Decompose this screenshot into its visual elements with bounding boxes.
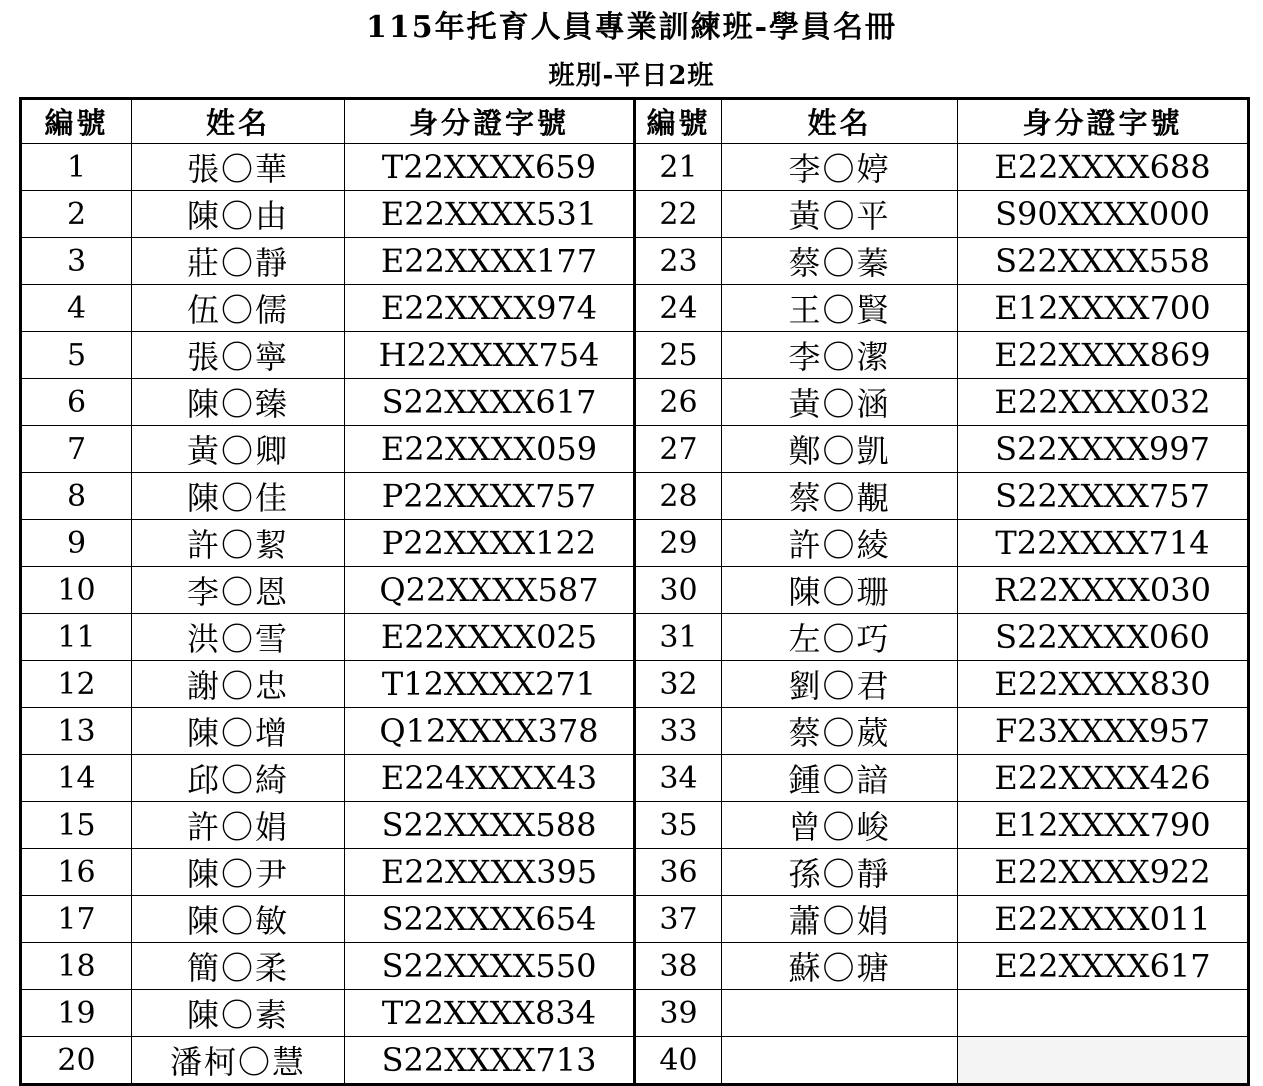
student-name: 曾〇峻 (722, 802, 958, 849)
student-id-number: S22XXXX617 (345, 379, 635, 426)
student-id-number: E22XXXX025 (345, 614, 635, 661)
student-id-number: Q12XXXX378 (345, 708, 635, 755)
student-name: 邱〇綺 (132, 755, 345, 802)
student-name: 蔡〇蓁 (722, 238, 958, 285)
student-id-number-empty (958, 990, 1249, 1037)
student-number: 16 (21, 849, 132, 896)
student-number: 40 (635, 1037, 722, 1085)
table-row (21, 473, 1249, 520)
table-row (21, 755, 1249, 802)
student-name-empty (722, 990, 958, 1037)
student-id-number: T22XXXX834 (345, 990, 635, 1037)
student-number: 25 (635, 332, 722, 379)
student-number: 14 (21, 755, 132, 802)
student-number: 26 (635, 379, 722, 426)
student-number: 19 (21, 990, 132, 1037)
table-row (21, 1037, 1249, 1085)
student-number: 29 (635, 520, 722, 567)
document-title: 115年托育人員專業訓練班-學員名冊 (365, 10, 898, 45)
student-id-number: E22XXXX617 (958, 943, 1249, 990)
student-number: 34 (635, 755, 722, 802)
table-row (21, 285, 1249, 332)
student-id-number: S22XXXX757 (958, 473, 1249, 520)
student-name: 李〇恩 (132, 567, 345, 614)
student-id-number: E12XXXX790 (958, 802, 1249, 849)
header-id-left: 身分證字號 (345, 99, 635, 144)
student-number: 1 (21, 144, 132, 191)
student-name: 蔡〇覯 (722, 473, 958, 520)
student-name: 蕭〇娟 (722, 896, 958, 943)
student-name: 鄭〇凱 (722, 426, 958, 473)
table-row (21, 614, 1249, 661)
table-row (21, 990, 1249, 1037)
student-name: 謝〇忠 (132, 661, 345, 708)
table-row (21, 379, 1249, 426)
student-id-number: P22XXXX757 (345, 473, 635, 520)
student-number: 20 (21, 1037, 132, 1085)
student-name: 陳〇佳 (132, 473, 345, 520)
table-row (21, 144, 1249, 191)
student-number: 5 (21, 332, 132, 379)
student-id-number: S22XXXX713 (345, 1037, 635, 1085)
student-name: 莊〇靜 (132, 238, 345, 285)
student-number: 36 (635, 849, 722, 896)
student-id-number: S22XXXX060 (958, 614, 1249, 661)
student-name: 洪〇雪 (132, 614, 345, 661)
student-name: 許〇絜 (132, 520, 345, 567)
student-id-number: S22XXXX588 (345, 802, 635, 849)
student-number: 18 (21, 943, 132, 990)
table-row (21, 238, 1249, 285)
table-row (21, 191, 1249, 238)
student-roster-table (19, 97, 1250, 1086)
student-name: 陳〇由 (132, 191, 345, 238)
student-id-number: H22XXXX754 (345, 332, 635, 379)
table-row (21, 661, 1249, 708)
student-id-number: E22XXXX830 (958, 661, 1249, 708)
table-row (21, 708, 1249, 755)
student-id-number: Q22XXXX587 (345, 567, 635, 614)
student-name: 黃〇平 (722, 191, 958, 238)
student-name: 左〇巧 (722, 614, 958, 661)
student-number: 30 (635, 567, 722, 614)
header-name-left: 姓名 (132, 99, 345, 144)
table-row (21, 896, 1249, 943)
table-row (21, 426, 1249, 473)
student-name: 陳〇尹 (132, 849, 345, 896)
student-number: 35 (635, 802, 722, 849)
student-id-number: E22XXXX011 (958, 896, 1249, 943)
student-number: 21 (635, 144, 722, 191)
student-id-number: T22XXXX714 (958, 520, 1249, 567)
student-name: 陳〇臻 (132, 379, 345, 426)
student-id-number: E22XXXX177 (345, 238, 635, 285)
student-id-number: T12XXXX271 (345, 661, 635, 708)
table-row (21, 849, 1249, 896)
student-id-number: R22XXXX030 (958, 567, 1249, 614)
table-row (21, 332, 1249, 379)
student-number: 13 (21, 708, 132, 755)
student-number: 2 (21, 191, 132, 238)
student-id-number-empty (958, 1037, 1249, 1085)
student-name: 張〇華 (132, 144, 345, 191)
student-name: 李〇婷 (722, 144, 958, 191)
student-name: 伍〇儒 (132, 285, 345, 332)
student-name: 許〇娟 (132, 802, 345, 849)
table-row (21, 943, 1249, 990)
student-name: 王〇賢 (722, 285, 958, 332)
student-id-number: S90XXXX000 (958, 191, 1249, 238)
student-id-number: P22XXXX122 (345, 520, 635, 567)
student-number: 12 (21, 661, 132, 708)
student-id-number: S22XXXX654 (345, 896, 635, 943)
student-number: 37 (635, 896, 722, 943)
student-name: 潘柯〇慧 (132, 1037, 345, 1085)
student-id-number: F23XXXX957 (958, 708, 1249, 755)
student-name: 簡〇柔 (132, 943, 345, 990)
student-id-number: E22XXXX531 (345, 191, 635, 238)
roster-body (21, 144, 1249, 1085)
student-number: 11 (21, 614, 132, 661)
student-name: 張〇寧 (132, 332, 345, 379)
student-name: 李〇潔 (722, 332, 958, 379)
student-name: 劉〇君 (722, 661, 958, 708)
student-number: 39 (635, 990, 722, 1037)
header-number-right: 編號 (635, 99, 722, 144)
student-number: 17 (21, 896, 132, 943)
student-number: 10 (21, 567, 132, 614)
student-id-number: E22XXXX974 (345, 285, 635, 332)
student-number: 27 (635, 426, 722, 473)
student-name: 黃〇卿 (132, 426, 345, 473)
student-number: 32 (635, 661, 722, 708)
class-subtitle: 班別-平日2班 (548, 61, 715, 91)
student-id-number: E12XXXX700 (958, 285, 1249, 332)
student-name-empty (722, 1037, 958, 1085)
table-row (21, 567, 1249, 614)
student-name: 陳〇敏 (132, 896, 345, 943)
student-id-number: T22XXXX659 (345, 144, 635, 191)
student-number: 23 (635, 238, 722, 285)
student-name: 黃〇涵 (722, 379, 958, 426)
student-id-number: E22XXXX688 (958, 144, 1249, 191)
student-number: 28 (635, 473, 722, 520)
header-name-right: 姓名 (722, 99, 958, 144)
student-id-number: E22XXXX395 (345, 849, 635, 896)
student-number: 8 (21, 473, 132, 520)
student-name: 孫〇靜 (722, 849, 958, 896)
table-row (21, 520, 1249, 567)
student-name: 陳〇素 (132, 990, 345, 1037)
student-name: 許〇綾 (722, 520, 958, 567)
student-id-number: S22XXXX558 (958, 238, 1249, 285)
table-row (21, 802, 1249, 849)
student-number: 33 (635, 708, 722, 755)
header-row (21, 99, 1249, 144)
student-id-number: E22XXXX059 (345, 426, 635, 473)
student-name: 陳〇增 (132, 708, 345, 755)
student-id-number: E22XXXX032 (958, 379, 1249, 426)
student-id-number: E224XXXX43 (345, 755, 635, 802)
student-name: 鍾〇諳 (722, 755, 958, 802)
student-name: 蘇〇瑭 (722, 943, 958, 990)
student-number: 6 (21, 379, 132, 426)
student-number: 24 (635, 285, 722, 332)
student-id-number: E22XXXX922 (958, 849, 1249, 896)
student-name: 蔡〇葳 (722, 708, 958, 755)
student-number: 22 (635, 191, 722, 238)
student-number: 4 (21, 285, 132, 332)
student-number: 7 (21, 426, 132, 473)
student-id-number: S22XXXX550 (345, 943, 635, 990)
student-number: 3 (21, 238, 132, 285)
student-id-number: E22XXXX426 (958, 755, 1249, 802)
student-name: 陳〇珊 (722, 567, 958, 614)
student-id-number: E22XXXX869 (958, 332, 1249, 379)
student-number: 38 (635, 943, 722, 990)
student-number: 31 (635, 614, 722, 661)
header-number-left: 編號 (21, 99, 132, 144)
student-number: 15 (21, 802, 132, 849)
student-number: 9 (21, 520, 132, 567)
student-id-number: S22XXXX997 (958, 426, 1249, 473)
header-id-right: 身分證字號 (958, 99, 1249, 144)
